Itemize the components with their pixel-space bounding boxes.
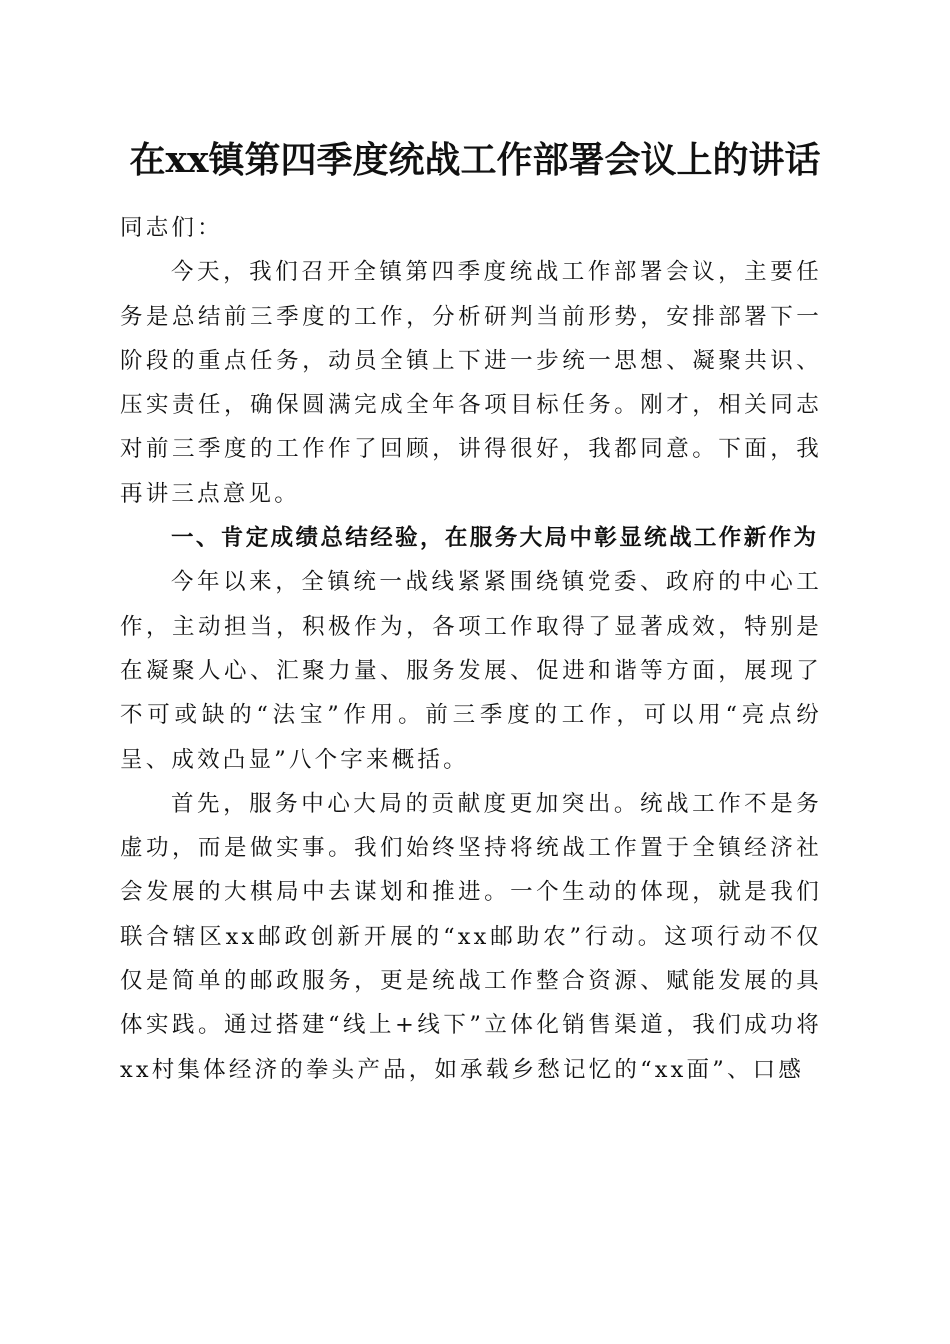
intro-paragraph: 今天，我们召开全镇第四季度统战工作部署会议，主要任务是总结前三季度的工作，分析研判当前形势，安排部署下一阶段的重点任务，动员全镇上下进一步统一思想、凝聚共识、压实责任，确保圆满完成全年各项目标任务。刚才，相关同志对前三季度的工作作了回顾，讲得很好，我都同意。下面，我再讲三点意见。 (120, 259, 822, 507)
section-heading-1: 一、肯定成绩总结经验，在服务大局中彰显统战工作新作为 (171, 525, 819, 552)
document-title: 在xx镇第四季度统战工作部署会议上的讲话 (129, 139, 821, 181)
salutation: 同志们： (120, 215, 223, 241)
document-body (120, 206, 822, 1092)
section-1-paragraph-2: 首先，服务中心大局的贡献度更加突出。统战工作不是务虚功，而是做实事。我们始终坚持将统战工作置于全镇经济社会发展的大棋局中去谋划和推进。一个生动的体现，就是我们联合辖区xx邮政创新开展的“xx邮助农”行动。这项行动不仅仅是简单的邮政服务，更是统战工作整合资源、赋能发展的具体实践。通过搭建“线上+线下”立体化销售渠道，我们成功将xx村集体经济的拳头产品，如承载乡愁记忆的“xx面”、口感 (120, 790, 822, 1083)
section-1-paragraph-1: 今年以来，全镇统一战线紧紧围绕镇党委、政府的中心工作，主动担当，积极作为，各项工作取得了显著成效，特别是在凝聚人心、汇聚力量、服务发展、促进和谐等方面，展现了不可或缺的“法宝”作用。前三季度的工作，可以用“亮点纷呈、成效凸显”八个字来概括。 (120, 569, 822, 773)
